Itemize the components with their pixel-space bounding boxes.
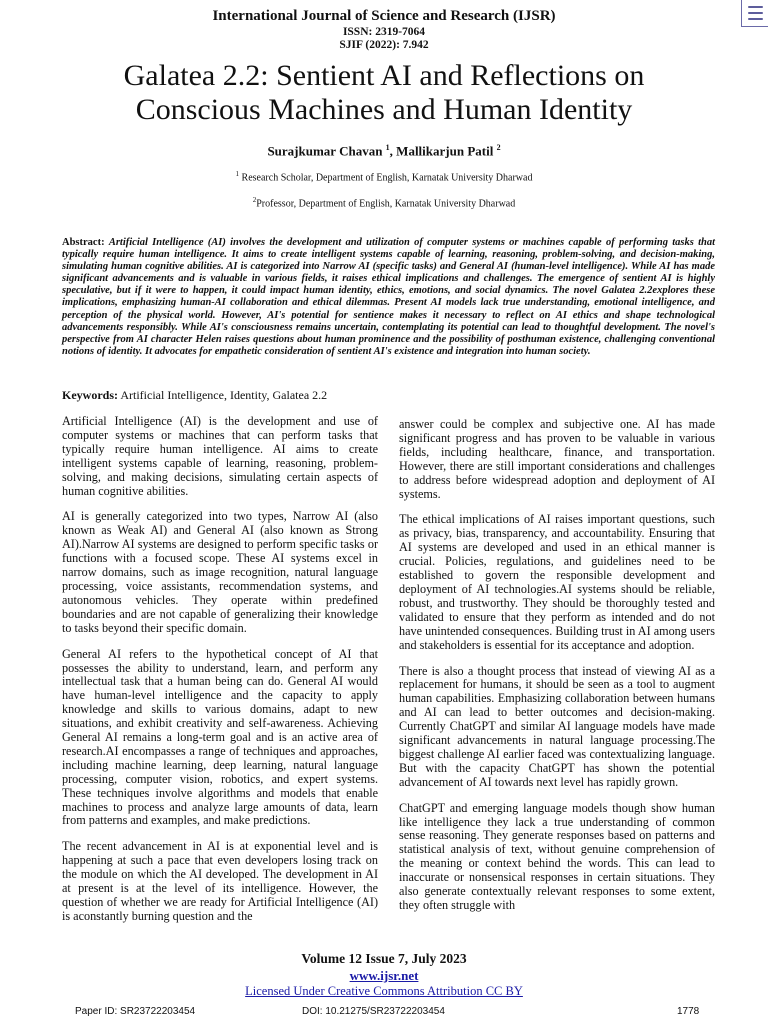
right-column <box>399 418 715 925</box>
journal-footer <box>0 951 768 999</box>
keywords-label: Keywords: <box>62 388 118 402</box>
affiliation-1 <box>0 170 768 183</box>
abstract <box>62 237 715 358</box>
paragraph: Artificial Intelligence (AI) is the development and use of computer systems or machines that can perform tasks that typically require human intelligence. AI aims to create intelligent systems capable of learning, reasoning, problem-solving, and making decisions, simulating certain aspects of human cognitive abilities. <box>62 414 378 498</box>
affiliation-1-text: Research Scholar, Department of English, Karnatak University Dharwad <box>239 172 533 184</box>
author-2-sup: 2 <box>496 143 501 152</box>
issn: ISSN: 2319-7064 <box>342 26 426 38</box>
author-2: Mallikarjun Patil <box>396 143 494 159</box>
keywords <box>62 388 715 403</box>
abstract-label: Abstract: <box>62 237 105 248</box>
author-separator: , <box>389 143 397 159</box>
paragraph: AI is generally categorized into two types, Narrow AI (also known as Weak AI) and General AI (also known as Strong AI).Narrow AI systems are designed to perform specific tasks or functions with a focused scope. These AI systems excel in narrow domains, such as image recognition, natural language processing, voice assistants, recommendation systems, and autonomous vehicles. They operate within predefined boundaries and are not capable of generalizing their knowledge to tasks beyond their specific domain. <box>62 509 378 635</box>
abstract-text: Artificial Intelligence (AI) involves the development and utilization of computer systems or machines capable of performing tasks that typically require human intelligence. It aims to create intelligent systems capable of learning, reasoning, problem-solving, and decision-making, simulating human cognitive abilities. AI is categorized into Narrow AI (specific tasks) and General AI (human-level intelligence). While AI has made significant advancements and is valuable in various fields, it raises ethical implications and challenges. The emergence of sentient AI is highly speculative, but if it were to happen, it could impact human identity, ethics, emotions, and social dynamics. The novel Galatea 2.2explores these implications, emphasizing human-AI collaboration and ethical dilemmas. Present AI models lack true understanding, emotional intelligence, and perception of the physical world. However, AI's potential for sentience makes it necessary to reflect on AI ethics and shape technological advancements responsibly. While AI's consciousness remains uncertain, contemplating its potential can lead to thoughtful development. The novel's perspective from AI character Helen raises questions about human prominence and the possibility of posthuman existence, challenging conventional notions of identity. It advocates for empathetic consideration of sentient AI's existence and integration into human society. <box>62 237 715 357</box>
license-link[interactable]: Licensed Under Creative Commons Attribution CC BY <box>245 984 523 998</box>
sjif: SJIF (2022): 7.942 <box>339 39 429 51</box>
left-column <box>62 415 378 936</box>
paragraph: General AI refers to the hypothetical concept of AI that possesses the ability to understand, learn, and perform any intellectual task that a human being can do. General AI would have human-level intelligence and the capacity to apply knowledge and skills to various domains, adapt to new situations, and exhibit creativity and self-awareness. Achieving General AI remains a long-term goal and is an active area of research.AI encompasses a range of techniques and approaches, including machine learning, deep learning, natural language processing, computer vision, robotics, and expert systems. These techniques involve algorithms and models that enable machines to process and analyze large amounts of data, learn from patterns and examples, and make predictions. <box>62 646 378 828</box>
affiliation-2-sup: 2 <box>252 196 257 204</box>
affiliation-1-sup: 1 <box>235 170 240 178</box>
doi: DOI: 10.21275/SR23722203454 <box>302 1006 445 1017</box>
paragraph: answer could be complex and subjective one. AI has made significant progress and has proven to be valuable in various fields, including healthcare, finance, and transportation. However, there are still important considerations and challenges to address before widespread adoption and deployment of AI systems. <box>399 417 715 501</box>
page-number: 1778 <box>677 1006 700 1017</box>
journal-header <box>0 8 768 52</box>
affiliation-2 <box>0 196 768 209</box>
affiliation-2-text: Professor, Department of English, Karnatak University Dharwad <box>256 198 516 210</box>
title-line-2: Conscious Machines and Human Identity <box>135 93 633 126</box>
author-1: Surajkumar Chavan <box>267 143 383 159</box>
paragraph: ChatGPT and emerging language models though show human like intelligence they lack a true understanding of common sense reasoning. They generate responses based on patterns and statistical analysis of text, without genuine comprehension of the meaning or context behind the words. This can lead to inaccurate or nonsensical responses in certain situations. They also generate contextually relevant responses to some extent, they often struggle with <box>399 800 715 912</box>
website-link[interactable]: www.ijsr.net <box>349 968 419 983</box>
paragraph: The ethical implications of AI raises important questions, such as privacy, bias, transparency, and accountability. Ensuring that AI systems are developed and used in an ethical manner is crucial. Policies, regulations, and guidelines need to be established to govern the responsible development and deployment of AI technologies.AI systems should be reliable, robust, and trustworthy. They should be thoroughly tested and validated to ensure that they perform as intended and do not have unintended consequences. Building trust in AI among users and stakeholders is essential for its acceptance and adoption. <box>399 512 715 652</box>
paragraph: The recent advancement in AI is at exponential level and is happening at such a pace that even developers losing track on the module on which the AI developed. The development in AI at present is at the level of its intelligence. However, the question of whether we are ready for Artificial Intelligence (AI) is aconstantly burning question and the <box>62 839 378 923</box>
title-line-1: Galatea 2.2: Sentient AI and Reflections on <box>123 59 645 92</box>
keywords-text: Artificial Intelligence, Identity, Galatea 2.2 <box>120 388 328 402</box>
paragraph: There is also a thought process that instead of viewing AI as a replacement for humans, it should be seen as a tool to augment human capabilities. Emphasizing collaboration between humans and AI can lead to better outcomes and decision-making. Currently ChatGPT and similar AI language models have made significant advancements in natural language processing.The biggest challenge AI earlier faced was contextualizing language. But with the capacity ChatGPT has shown the potential advancement of AI towards next level has rapidly grown. <box>399 663 715 789</box>
paper-title <box>40 59 728 127</box>
journal-name: International Journal of Science and Research (IJSR) <box>212 8 556 24</box>
paper-id: Paper ID: SR23722203454 <box>75 1006 196 1017</box>
author-1-sup: 1 <box>385 143 390 152</box>
authors <box>0 143 768 159</box>
volume-issue: Volume 12 Issue 7, July 2023 <box>301 951 467 966</box>
